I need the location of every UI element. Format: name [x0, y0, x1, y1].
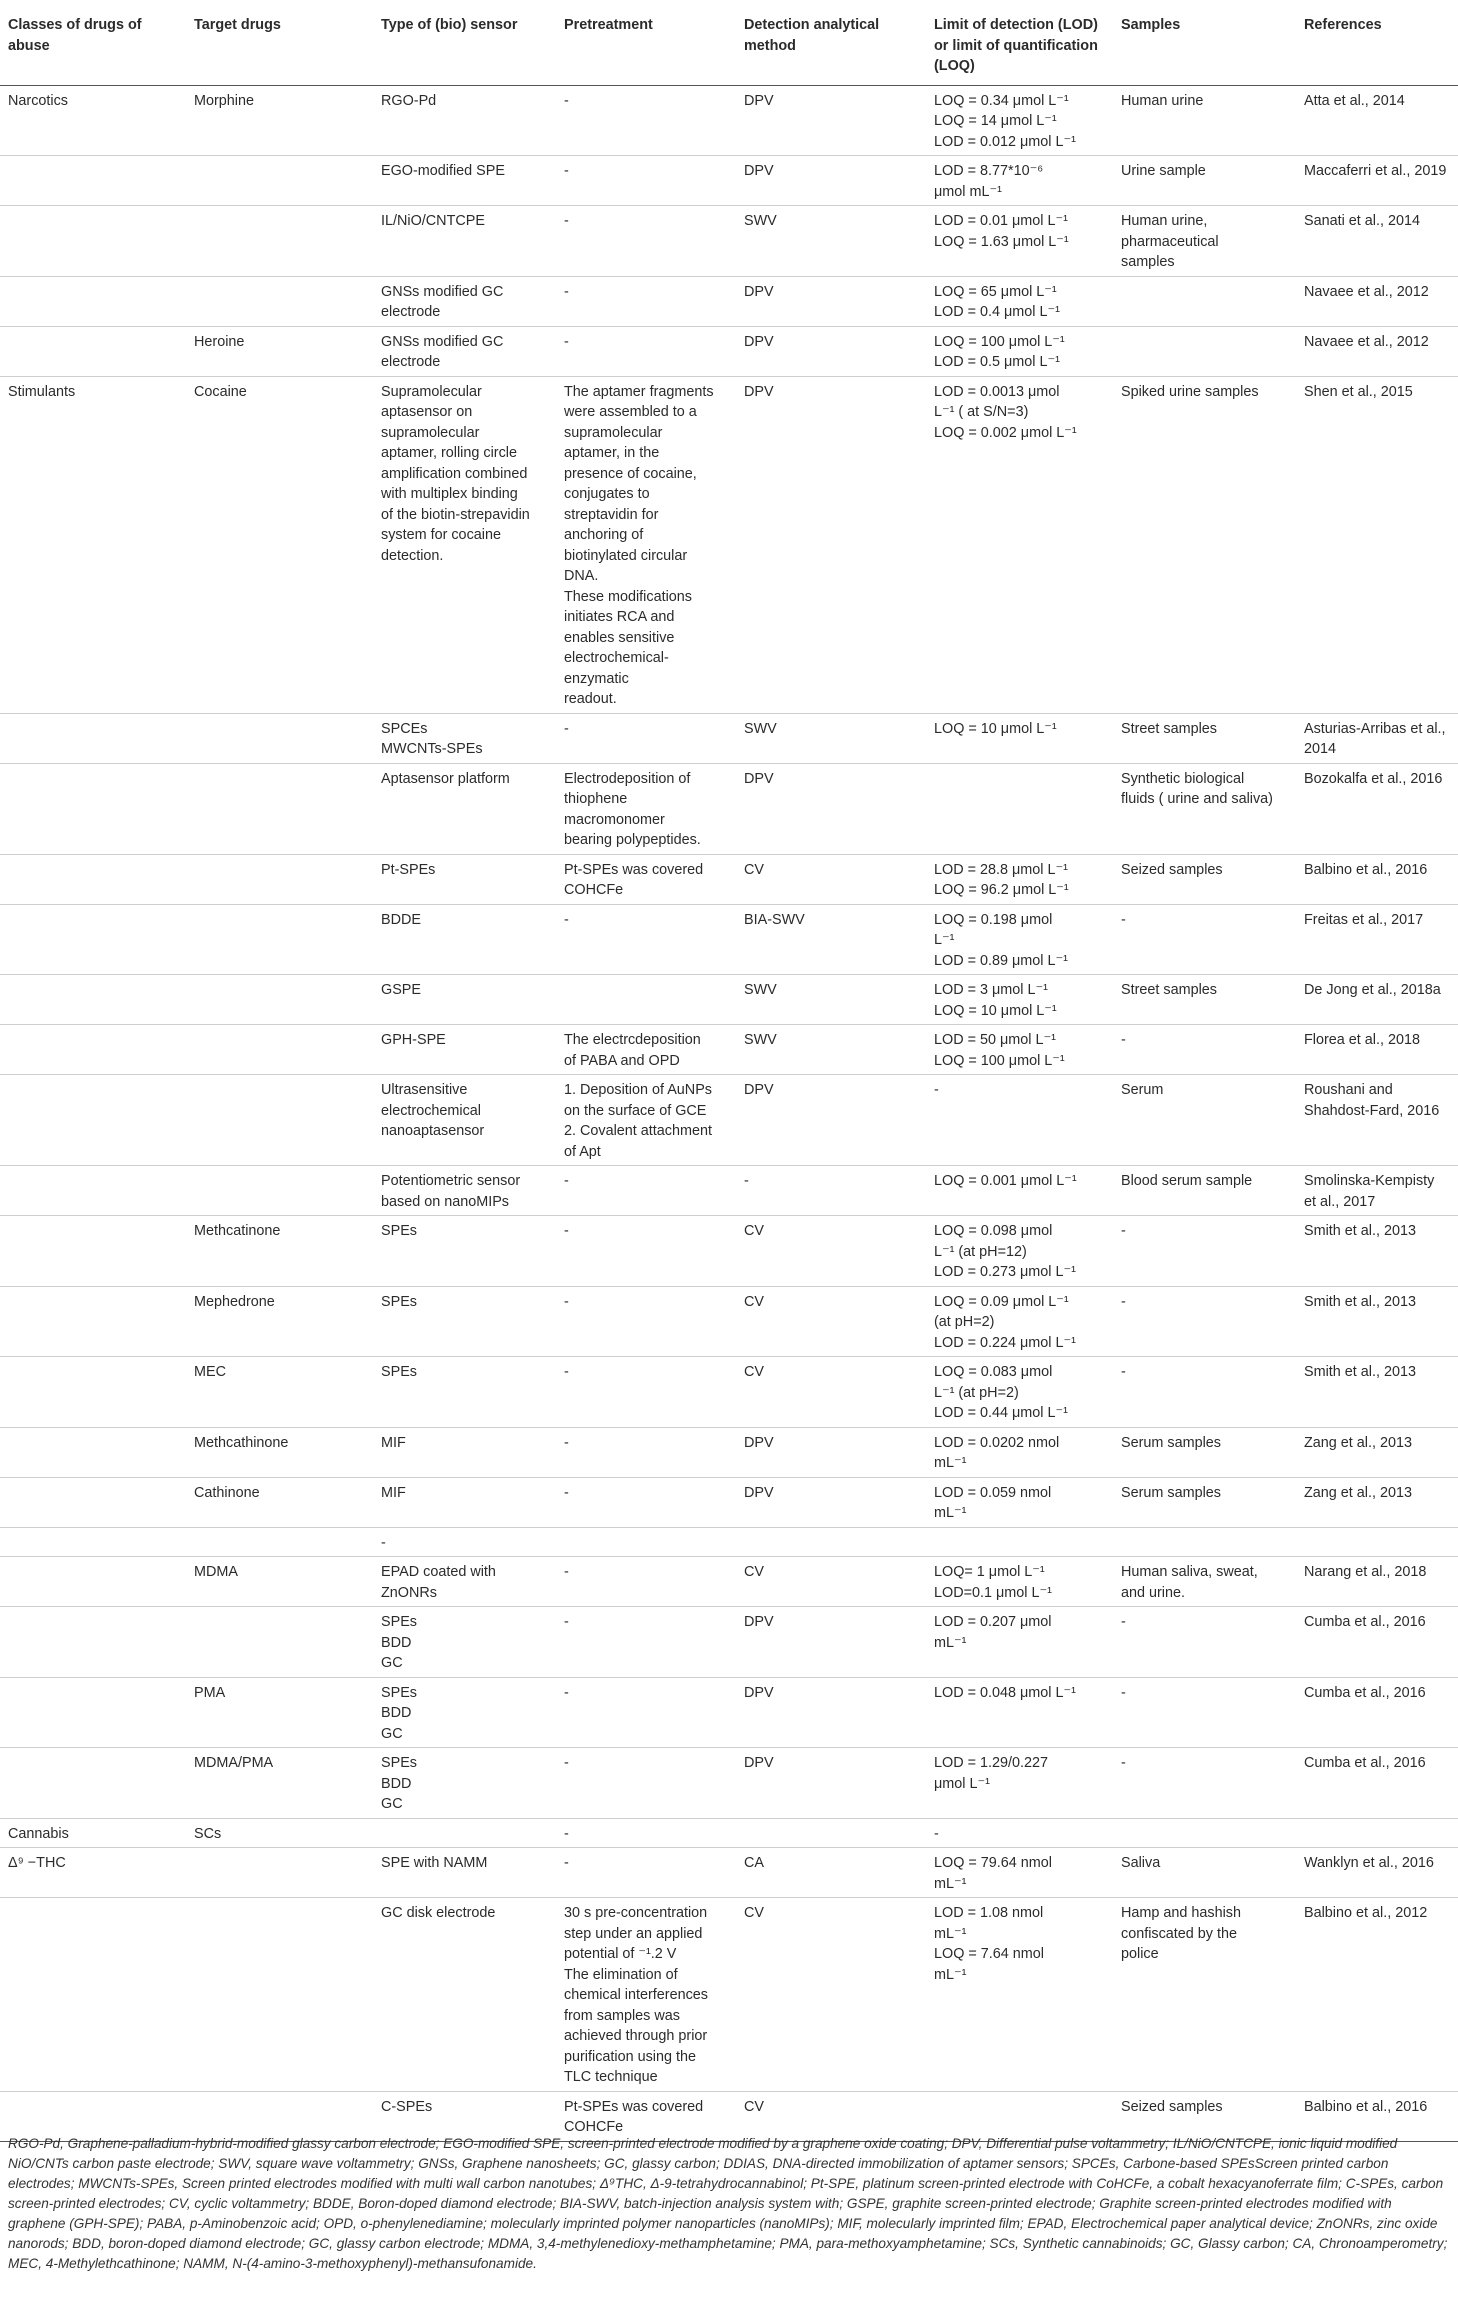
table-row: [0, 1075, 1458, 1166]
target-cell: Methcathinone: [186, 1427, 373, 1477]
samples-cell: -: [1113, 1025, 1296, 1075]
limit-cell: LOD = 0.048 μmol L⁻¹: [926, 1677, 1113, 1748]
pretreatment-cell: -: [556, 904, 736, 975]
table-row: [0, 713, 1458, 763]
limit-cell: LOQ = 0.34 μmol L⁻¹ LOQ = 14 μmol L⁻¹ LOD = 0.012 μmol L⁻¹: [926, 85, 1113, 156]
reference-cell: Smith et al., 2013: [1296, 1357, 1458, 1428]
samples-cell: Human saliva, sweat, and urine.: [1113, 1557, 1296, 1607]
method-cell: DPV: [736, 376, 926, 713]
method-cell: CA: [736, 1848, 926, 1898]
reference-cell: Freitas et al., 2017: [1296, 904, 1458, 975]
class-cell: [0, 1477, 186, 1527]
sensor-cell: C-SPEs: [373, 2091, 556, 2141]
limit-cell: LOQ= 1 μmol L⁻¹ LOD=0.1 μmol L⁻¹: [926, 1557, 1113, 1607]
samples-cell: -: [1113, 1748, 1296, 1819]
class-cell: [0, 1677, 186, 1748]
table-row: [0, 1427, 1458, 1477]
method-cell: SWV: [736, 713, 926, 763]
method-cell: CV: [736, 1557, 926, 1607]
table-row: [0, 1286, 1458, 1357]
reference-cell: Smith et al., 2013: [1296, 1216, 1458, 1287]
reference-cell: Balbino et al., 2012: [1296, 1898, 1458, 2092]
table-row: [0, 1607, 1458, 1678]
sensor-cell: -: [373, 1527, 556, 1557]
limit-cell: [926, 763, 1113, 854]
sensor-cell: GNSs modified GC electrode: [373, 276, 556, 326]
target-cell: [186, 1607, 373, 1678]
samples-cell: Synthetic biological fluids ( urine and saliva): [1113, 763, 1296, 854]
limit-cell: LOQ = 0.001 μmol L⁻¹: [926, 1166, 1113, 1216]
table-footnote: RGO-Pd, Graphene-palladium-hybrid-modified glassy carbon electrode; EGO-modified SPE, screen-printed electrode modified by a graphene oxide coating; DPV, Differential pulse voltammetry; IL/NiO/CNTCPE, ionic liquid modified NiO/CNTs carbon paste electrode; SWV, square wave voltammetry; GNSs, Graphene nanosheets; GC, glassy carbon; DDIAS, DNA-directed immobilization of aptamer sensors; SPCEs, Carbone-based SPEsScreen printed carbon electrodes; MWCNTs-SPEs, Screen printed electrodes modified with multi wall carbon nanotubes; Δ⁹THC, Δ-9-tetrahydrocannabinol; Pt-SPE, platinum screen-printed electrode with CoHCFe, a cobalt hexacyanoferrate film; C-SPEs, carbon screen-printed electrodes; CV, cyclic voltammetry; BDDE, Boron-doped diamond electrode; BIA-SWV, batch-injection analysis system with; GSPE, graphite screen-printed electrode; Graphite screen-printed electrodes modified with graphene (GPH-SPE); PABA, p-Aminobenzoic acid; OPD, o-phenylenediamine; molecularly imprinted polymer nanoparticles (nanoMIPs); MIF, molecularly imprinted film; EPAD, Electrochemical paper analytical device; ZnONRs, zinc oxide nanorods; BDD, boron-doped diamond electrode; GC, glassy carbon electrode; MDMA, 3,4-methylenedioxy-methamphetamine; PMA, para-methoxyamphetamine; SCs, Synthetic cannabinoids; GC, Glassy carbon; CA, Chronoamperometry; MEC, 4-Methylethcathinone; NAMM, N-(4-amino-3-methoxyphenyl)-methansufonamide.: [8, 2135, 1448, 2271]
pretreatment-cell: -: [556, 1166, 736, 1216]
sensor-cell: GC disk electrode: [373, 1898, 556, 2092]
sensor-cell: RGO-Pd: [373, 85, 556, 156]
target-cell: [186, 975, 373, 1025]
table-row: [0, 1477, 1458, 1527]
target-cell: [186, 1898, 373, 2092]
pretreatment-cell: -: [556, 1357, 736, 1428]
sensor-cell: GSPE: [373, 975, 556, 1025]
target-cell: [186, 1166, 373, 1216]
limit-cell: LOQ = 79.64 nmol mL⁻¹: [926, 1848, 1113, 1898]
reference-cell: Florea et al., 2018: [1296, 1025, 1458, 1075]
limit-cell: [926, 1527, 1113, 1557]
reference-cell: Shen et al., 2015: [1296, 376, 1458, 713]
target-cell: Mephedrone: [186, 1286, 373, 1357]
class-cell: Stimulants: [0, 376, 186, 713]
sensor-cell: EGO-modified SPE: [373, 156, 556, 206]
class-cell: [0, 156, 186, 206]
table-row: [0, 1557, 1458, 1607]
pretreatment-cell: Pt-SPEs was covered COHCFe: [556, 854, 736, 904]
table-row: [0, 1898, 1458, 2092]
method-cell: DPV: [736, 1075, 926, 1166]
limit-cell: LOD = 3 μmol L⁻¹ LOQ = 10 μmol L⁻¹: [926, 975, 1113, 1025]
target-cell: [186, 156, 373, 206]
method-cell: CV: [736, 1357, 926, 1428]
class-cell: [0, 1357, 186, 1428]
table-row: [0, 85, 1458, 156]
limit-cell: -: [926, 1075, 1113, 1166]
sensor-cell: SPE with NAMM: [373, 1848, 556, 1898]
header-references: References: [1296, 10, 1458, 85]
reference-cell: Roushani and Shahdost-Fard, 2016: [1296, 1075, 1458, 1166]
method-cell: DPV: [736, 1748, 926, 1819]
samples-cell: -: [1113, 1607, 1296, 1678]
header-samples: Samples: [1113, 10, 1296, 85]
reference-cell: Smith et al., 2013: [1296, 1286, 1458, 1357]
target-cell: [186, 1527, 373, 1557]
pretreatment-cell: [556, 1527, 736, 1557]
sensor-cell: BDDE: [373, 904, 556, 975]
class-cell: [0, 1025, 186, 1075]
pretreatment-cell: -: [556, 1748, 736, 1819]
target-cell: [186, 206, 373, 277]
samples-cell: [1113, 326, 1296, 376]
sensor-cell: MIF: [373, 1427, 556, 1477]
class-cell: [0, 1427, 186, 1477]
reference-cell: Zang et al., 2013: [1296, 1427, 1458, 1477]
pretreatment-cell: -: [556, 1477, 736, 1527]
reference-cell: [1296, 1527, 1458, 1557]
table-row: [0, 1025, 1458, 1075]
reference-cell: Bozokalfa et al., 2016: [1296, 763, 1458, 854]
method-cell: DPV: [736, 1607, 926, 1678]
pretreatment-cell: -: [556, 1286, 736, 1357]
table-row: [0, 156, 1458, 206]
target-cell: SCs: [186, 1818, 373, 1848]
class-cell: [0, 713, 186, 763]
method-cell: CV: [736, 1286, 926, 1357]
samples-cell: [1113, 1527, 1296, 1557]
limit-cell: LOD = 50 μmol L⁻¹ LOQ = 100 μmol L⁻¹: [926, 1025, 1113, 1075]
limit-cell: LOQ = 0.098 μmol L⁻¹ (at pH=12) LOD = 0.273 μmol L⁻¹: [926, 1216, 1113, 1287]
table-row: [0, 904, 1458, 975]
sensor-cell: SPEs BDD GC: [373, 1748, 556, 1819]
target-cell: Cocaine: [186, 376, 373, 713]
limit-cell: LOQ = 0.198 μmol L⁻¹ LOD = 0.89 μmol L⁻¹: [926, 904, 1113, 975]
samples-cell: [1113, 1818, 1296, 1848]
limit-cell: LOD = 1.29/0.227 μmol L⁻¹: [926, 1748, 1113, 1819]
sensor-cell: SPCEs MWCNTs-SPEs: [373, 713, 556, 763]
method-cell: DPV: [736, 156, 926, 206]
sensor-cell: IL/NiO/CNTCPE: [373, 206, 556, 277]
class-cell: [0, 1166, 186, 1216]
table-body: [0, 85, 1458, 2141]
target-cell: [186, 1075, 373, 1166]
sensor-cell: SPEs: [373, 1216, 556, 1287]
target-cell: [186, 713, 373, 763]
pretreatment-cell: -: [556, 1848, 736, 1898]
target-cell: [186, 1025, 373, 1075]
pretreatment-cell: -: [556, 1557, 736, 1607]
class-cell: Δ⁹ −THC: [0, 1848, 186, 1898]
method-cell: CV: [736, 854, 926, 904]
samples-cell: Serum samples: [1113, 1477, 1296, 1527]
method-cell: DPV: [736, 1677, 926, 1748]
class-cell: [0, 904, 186, 975]
class-cell: [0, 206, 186, 277]
class-cell: [0, 1607, 186, 1678]
reference-cell: Wanklyn et al., 2016: [1296, 1848, 1458, 1898]
reference-cell: Sanati et al., 2014: [1296, 206, 1458, 277]
pretreatment-cell: -: [556, 206, 736, 277]
method-cell: DPV: [736, 85, 926, 156]
pretreatment-cell: -: [556, 1677, 736, 1748]
limit-cell: LOD = 0.207 μmol mL⁻¹: [926, 1607, 1113, 1678]
method-cell: DPV: [736, 763, 926, 854]
samples-cell: -: [1113, 904, 1296, 975]
samples-cell: -: [1113, 1286, 1296, 1357]
target-cell: MDMA: [186, 1557, 373, 1607]
limit-cell: LOD = 8.77*10⁻⁶ μmol mL⁻¹: [926, 156, 1113, 206]
pretreatment-cell: -: [556, 1818, 736, 1848]
class-cell: [0, 1748, 186, 1819]
table-header-row: [0, 10, 1458, 85]
samples-cell: Street samples: [1113, 713, 1296, 763]
table-row: [0, 1748, 1458, 1819]
samples-cell: Urine sample: [1113, 156, 1296, 206]
limit-cell: LOQ = 65 μmol L⁻¹ LOD = 0.4 μmol L⁻¹: [926, 276, 1113, 326]
target-cell: [186, 1848, 373, 1898]
samples-cell: Human urine, pharmaceutical samples: [1113, 206, 1296, 277]
reference-cell: Navaee et al., 2012: [1296, 276, 1458, 326]
table-row: [0, 975, 1458, 1025]
class-cell: Cannabis: [0, 1818, 186, 1848]
method-cell: DPV: [736, 326, 926, 376]
samples-cell: -: [1113, 1357, 1296, 1428]
method-cell: BIA-SWV: [736, 904, 926, 975]
pretreatment-cell: -: [556, 1607, 736, 1678]
sensor-cell: SPEs: [373, 1357, 556, 1428]
sensor-cell: EPAD coated with ZnONRs: [373, 1557, 556, 1607]
target-cell: [186, 276, 373, 326]
samples-cell: Saliva: [1113, 1848, 1296, 1898]
drug-sensor-table: [0, 10, 1458, 2142]
reference-cell: [1296, 1818, 1458, 1848]
method-cell: SWV: [736, 975, 926, 1025]
target-cell: PMA: [186, 1677, 373, 1748]
table-row: [0, 1818, 1458, 1848]
pretreatment-cell: 30 s pre-concentration step under an applied potential of ⁻¹.2 V The elimination of chemical interferences from samples was achieved through prior purification using the TLC technique: [556, 1898, 736, 2092]
reference-cell: Navaee et al., 2012: [1296, 326, 1458, 376]
pretreatment-cell: The electrcdeposition of PABA and OPD: [556, 1025, 736, 1075]
limit-cell: LOQ = 100 μmol L⁻¹ LOD = 0.5 μmol L⁻¹: [926, 326, 1113, 376]
table-row: [0, 1216, 1458, 1287]
limit-cell: LOQ = 10 μmol L⁻¹: [926, 713, 1113, 763]
header-target-drugs: Target drugs: [186, 10, 373, 85]
samples-cell: Seized samples: [1113, 2091, 1296, 2141]
pretreatment-cell: [556, 975, 736, 1025]
table-row: [0, 276, 1458, 326]
reference-cell: Atta et al., 2014: [1296, 85, 1458, 156]
table-row: [0, 376, 1458, 713]
pretreatment-cell: 1. Deposition of AuNPs on the surface of GCE 2. Covalent attachment of Apt: [556, 1075, 736, 1166]
samples-cell: Blood serum sample: [1113, 1166, 1296, 1216]
class-cell: [0, 326, 186, 376]
header-detection-method: Detection analytical method: [736, 10, 926, 85]
limit-cell: LOD = 0.0202 nmol mL⁻¹: [926, 1427, 1113, 1477]
limit-cell: LOD = 0.059 nmol mL⁻¹: [926, 1477, 1113, 1527]
class-cell: [0, 1075, 186, 1166]
reference-cell: Cumba et al., 2016: [1296, 1677, 1458, 1748]
table-row: [0, 206, 1458, 277]
target-cell: [186, 854, 373, 904]
samples-cell: Serum samples: [1113, 1427, 1296, 1477]
class-cell: [0, 1216, 186, 1287]
target-cell: MDMA/PMA: [186, 1748, 373, 1819]
method-cell: SWV: [736, 1025, 926, 1075]
method-cell: CV: [736, 2091, 926, 2141]
target-cell: MEC: [186, 1357, 373, 1428]
samples-cell: -: [1113, 1677, 1296, 1748]
pretreatment-cell: Electrodeposition of thiophene macromonomer bearing polypeptides.: [556, 763, 736, 854]
limit-cell: LOQ = 0.083 μmol L⁻¹ (at pH=2) LOD = 0.44 μmol L⁻¹: [926, 1357, 1113, 1428]
table-row: [0, 763, 1458, 854]
method-cell: CV: [736, 1216, 926, 1287]
samples-cell: [1113, 276, 1296, 326]
class-cell: Narcotics: [0, 85, 186, 156]
target-cell: [186, 763, 373, 854]
limit-cell: LOD = 0.0013 μmol L⁻¹ ( at S/N=3) LOQ = 0.002 μmol L⁻¹: [926, 376, 1113, 713]
pretreatment-cell: -: [556, 326, 736, 376]
sensor-cell: SPEs BDD GC: [373, 1677, 556, 1748]
sensor-cell: GPH-SPE: [373, 1025, 556, 1075]
limit-cell: LOD = 1.08 nmol mL⁻¹ LOQ = 7.64 nmol mL⁻¹: [926, 1898, 1113, 2092]
samples-cell: Serum: [1113, 1075, 1296, 1166]
header-class: Classes of drugs of abuse: [0, 10, 186, 85]
method-cell: -: [736, 1166, 926, 1216]
pretreatment-cell: -: [556, 85, 736, 156]
target-cell: Cathinone: [186, 1477, 373, 1527]
pretreatment-cell: -: [556, 276, 736, 326]
sensor-cell: Ultrasensitive electrochemical nanoaptasensor: [373, 1075, 556, 1166]
class-cell: [0, 763, 186, 854]
class-cell: [0, 276, 186, 326]
samples-cell: -: [1113, 1216, 1296, 1287]
limit-cell: LOQ = 0.09 μmol L⁻¹ (at pH=2) LOD = 0.224 μmol L⁻¹: [926, 1286, 1113, 1357]
reference-cell: Balbino et al., 2016: [1296, 854, 1458, 904]
sensor-cell: GNSs modified GC electrode: [373, 326, 556, 376]
sensor-cell: Supramolecular aptasensor on supramolecular aptamer, rolling circle amplification combined with multiplex binding of the biotin-strepavidin system for cocaine detection.: [373, 376, 556, 713]
reference-cell: Zang et al., 2013: [1296, 1477, 1458, 1527]
table-row: [0, 1527, 1458, 1557]
reference-cell: Balbino et al., 2016: [1296, 2091, 1458, 2141]
method-cell: DPV: [736, 1427, 926, 1477]
sensor-cell: [373, 1818, 556, 1848]
target-cell: Methcatinone: [186, 1216, 373, 1287]
table-row: [0, 1848, 1458, 1898]
sensor-cell: Potentiometric sensor based on nanoMIPs: [373, 1166, 556, 1216]
reference-cell: Smolinska-Kempisty et al., 2017: [1296, 1166, 1458, 1216]
samples-cell: Human urine: [1113, 85, 1296, 156]
reference-cell: Narang et al., 2018: [1296, 1557, 1458, 1607]
sensor-cell: SPEs BDD GC: [373, 1607, 556, 1678]
class-cell: [0, 1898, 186, 2092]
method-cell: SWV: [736, 206, 926, 277]
samples-cell: Street samples: [1113, 975, 1296, 1025]
class-cell: [0, 1557, 186, 1607]
class-cell: [0, 975, 186, 1025]
pretreatment-cell: -: [556, 713, 736, 763]
sensor-cell: Aptasensor platform: [373, 763, 556, 854]
reference-cell: Cumba et al., 2016: [1296, 1607, 1458, 1678]
reference-cell: Asturias-Arribas et al., 2014: [1296, 713, 1458, 763]
pretreatment-cell: The aptamer fragments were assembled to a supramolecular aptamer, in the presence of cocaine, conjugates to streptavidin for anchoring of biotinylated circular DNA. These modifications initiates RCA and enables sensitive electrochemical- enzymatic readout.: [556, 376, 736, 713]
table-row: [0, 854, 1458, 904]
header-pretreatment: Pretreatment: [556, 10, 736, 85]
limit-cell: LOD = 28.8 μmol L⁻¹ LOQ = 96.2 μmol L⁻¹: [926, 854, 1113, 904]
reference-cell: Cumba et al., 2016: [1296, 1748, 1458, 1819]
method-cell: [736, 1818, 926, 1848]
method-cell: DPV: [736, 1477, 926, 1527]
sensor-cell: Pt-SPEs: [373, 854, 556, 904]
class-cell: [0, 1527, 186, 1557]
reference-cell: Maccaferri et al., 2019: [1296, 156, 1458, 206]
class-cell: [0, 1286, 186, 1357]
samples-cell: Seized samples: [1113, 854, 1296, 904]
samples-cell: Spiked urine samples: [1113, 376, 1296, 713]
pretreatment-cell: -: [556, 1427, 736, 1477]
reference-cell: De Jong et al., 2018a: [1296, 975, 1458, 1025]
method-cell: DPV: [736, 276, 926, 326]
pretreatment-cell: -: [556, 1216, 736, 1287]
sensor-cell: SPEs: [373, 1286, 556, 1357]
header-sensor-type: Type of (bio) sensor: [373, 10, 556, 85]
sensor-cell: MIF: [373, 1477, 556, 1527]
target-cell: Morphine: [186, 85, 373, 156]
method-cell: [736, 1527, 926, 1557]
limit-cell: -: [926, 1818, 1113, 1848]
target-cell: Heroine: [186, 326, 373, 376]
table-row: [0, 1166, 1458, 1216]
table-row: [0, 1677, 1458, 1748]
table-row: [0, 326, 1458, 376]
pretreatment-cell: -: [556, 156, 736, 206]
table-row: [0, 1357, 1458, 1428]
pretreatment-cell: Pt-SPEs was covered COHCFe: [556, 2091, 736, 2141]
class-cell: [0, 854, 186, 904]
limit-cell: LOD = 0.01 μmol L⁻¹ LOQ = 1.63 μmol L⁻¹: [926, 206, 1113, 277]
target-cell: [186, 904, 373, 975]
method-cell: CV: [736, 1898, 926, 2092]
samples-cell: Hamp and hashish confiscated by the police: [1113, 1898, 1296, 2092]
header-limit: Limit of detection (LOD) or limit of quantification (LOQ): [926, 10, 1113, 85]
